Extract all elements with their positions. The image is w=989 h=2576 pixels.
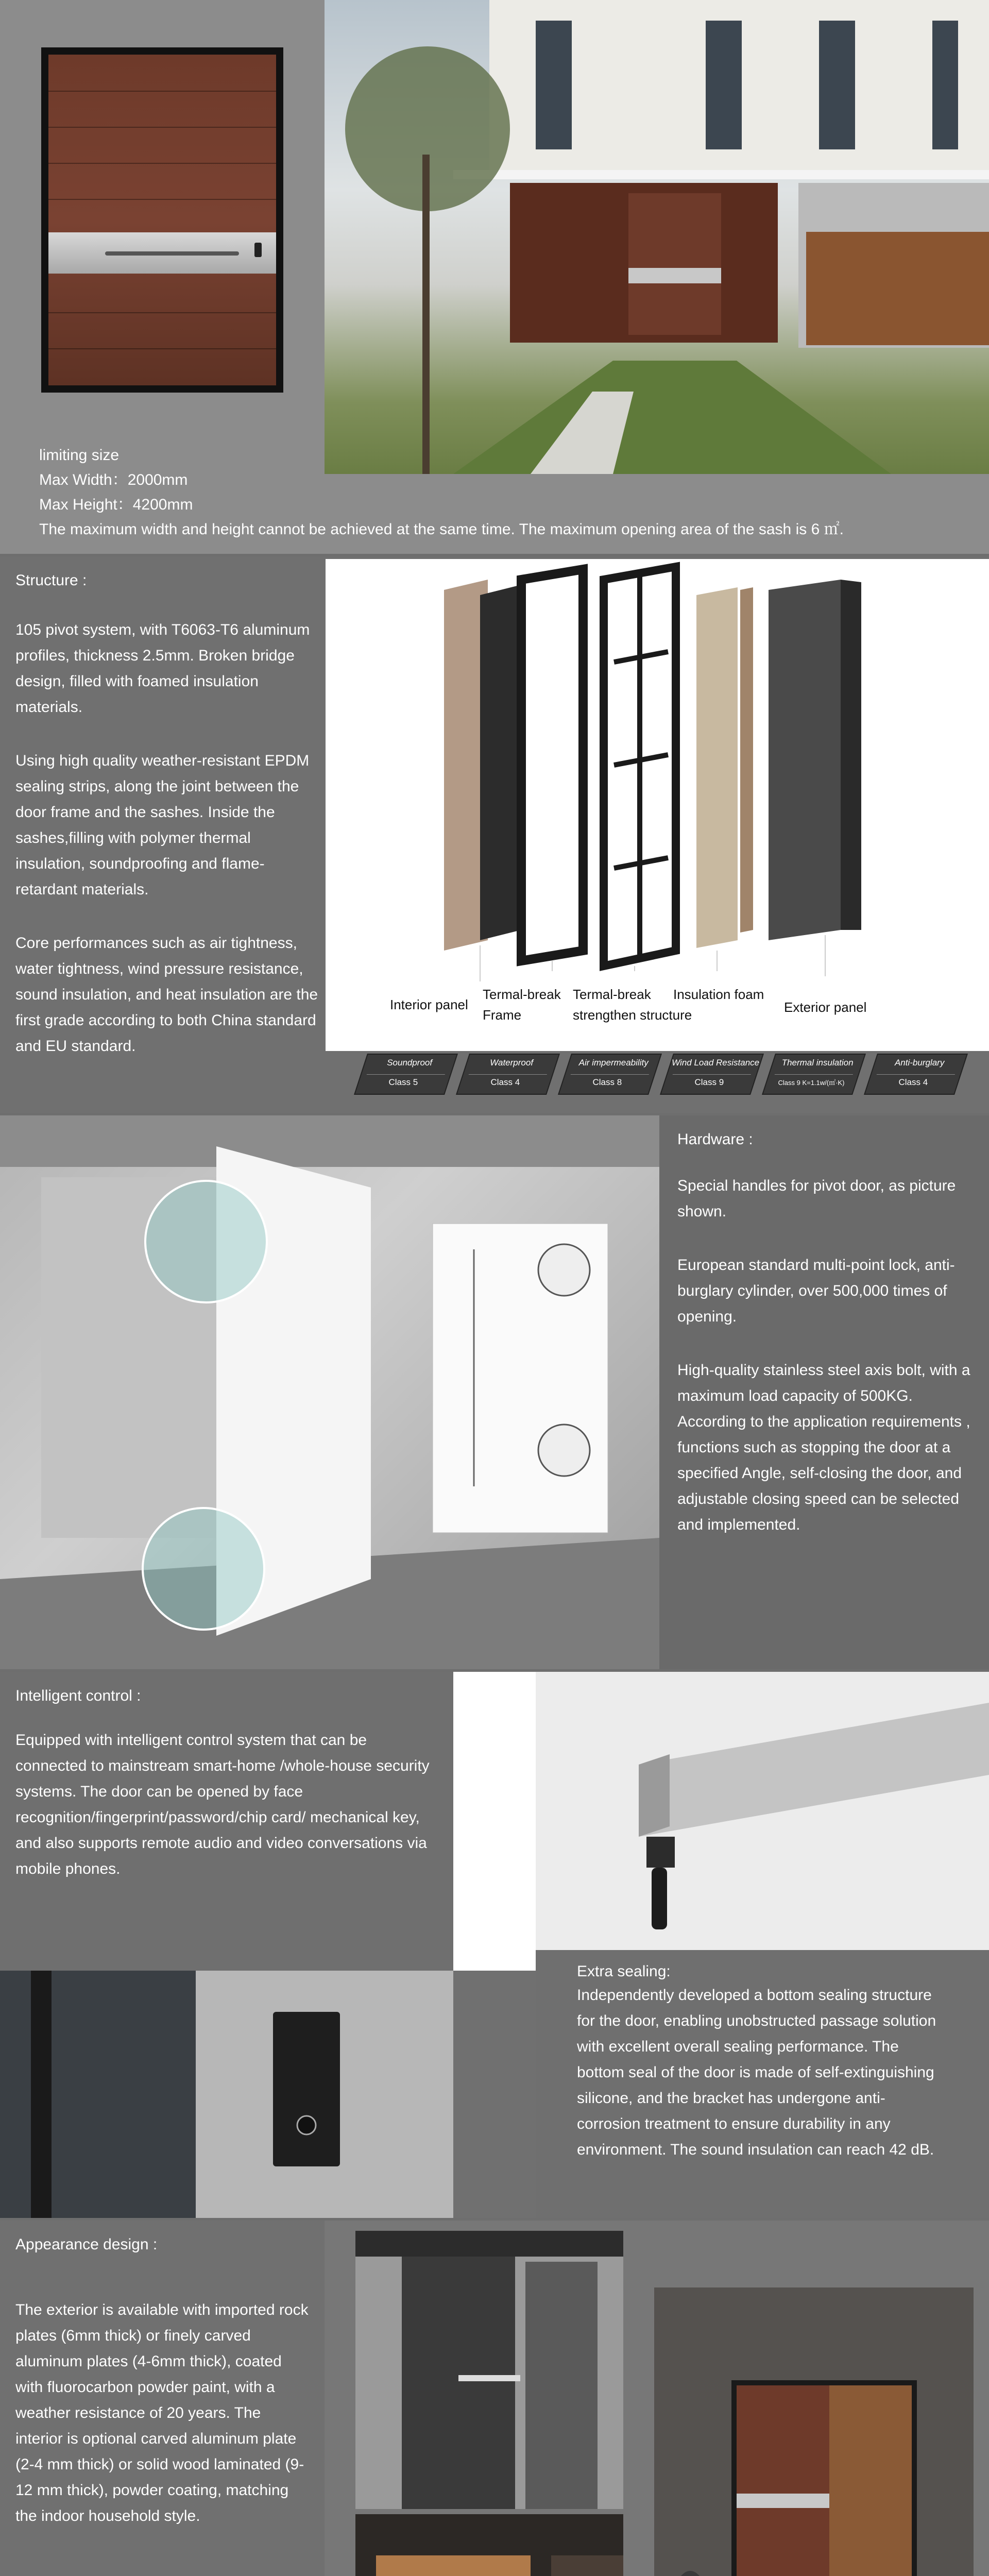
appearance-paragraph: The exterior is available with imported rock plates (6mm thick) or finely carved aluminum plates (4-6mm thick), coated with fluorocarbon powder paint, with a weather resistance of 20 years. The interior is optional carved aluminum plate (2-4 mm thick) or solid wood laminated (9-12 mm thick), powder coating, matching the indoor household style.: [15, 2301, 309, 2524]
hardware-paragraph: European standard multi-point lock, anti-burglary cylinder, over 500,000 times of opening.: [677, 1257, 955, 1325]
door-product-image: [41, 47, 283, 393]
label-frame-1: Termal-break: [483, 987, 561, 1002]
pivot-door-photo: [0, 1115, 659, 1669]
limit-text: [39, 443, 966, 542]
class-badge: Soundproof Class 5: [354, 1054, 458, 1095]
structure-paragraph: 105 pivot system, with T6063-T6 aluminum profiles, thickness 2.5mm. Broken bridge design, filled with foamed insulation materials.: [15, 621, 310, 716]
sealing-product-image: [536, 1672, 989, 1950]
sealing-paragraph: Independently developed a bottom sealing structure for the door, enabling unobstructed passage solution with excellent overall sealing performance. The bottom seal of the door is made of self-extinguishing silicone, and the bracket has undergone anti-corrosion treatment to ensure durability in any environment. The sound insulation can reach 42 dB.: [577, 1987, 936, 2158]
sealing-heading: Extra sealing:: [577, 1963, 671, 1980]
class-badge: Wind Load Resistance Class 9: [660, 1054, 764, 1095]
performance-classes: [361, 1054, 979, 1095]
white-divider: [453, 1672, 536, 1971]
class-badge: Anti-burglary Class 4: [864, 1054, 968, 1095]
label-exterior-panel: Exterior panel: [784, 999, 867, 1015]
hardware-section: [659, 1115, 989, 1669]
limit-max-width: Max Width：2000mm: [39, 471, 188, 488]
intelligent-text-panel: [0, 1672, 453, 1971]
limit-title: limiting size: [39, 447, 120, 464]
label-interior-panel: Interior panel: [390, 997, 468, 1012]
interior-door-photo: [355, 2514, 623, 2576]
structure-paragraph: Core performances such as air tightness, water tightness, wind pressure resistance, sound insulation, and heat insulation are the first grade according to both China standard and EU standard.: [15, 935, 318, 1055]
label-strengthen-1: Termal-break: [573, 987, 651, 1002]
hardware-paragraph: High-quality stainless steel axis bolt, with a maximum load capacity of 500KG. According to the application requirements , functions such as stopping the door at a specified Angle, self-closing the door, and adjustable closing speed can be selected and implemented.: [677, 1362, 970, 1533]
sealing-section: [536, 1950, 989, 2218]
intelligent-paragraph: Equipped with intelligent control system that can be connected to mainstream smart-home /whole-house security systems. The door can be opened by face recognition/fingerprint/password/chip card/ mechanical key, and also supports remote audio and video conversations via mobile phones.: [15, 1732, 430, 1877]
limit-max-height: Max Height：4200mm: [39, 496, 193, 513]
hardware-paragraph: Special handles for pivot door, as picture shown.: [677, 1177, 956, 1220]
class-badge: Air impermeability Class 8: [558, 1054, 662, 1095]
label-frame-2: Frame: [483, 1007, 522, 1023]
intelligent-heading: Intelligent control :: [15, 1687, 141, 1704]
label-strengthen-2: strengthen structure: [573, 1007, 692, 1023]
label-insulation-foam: Insulation foam: [673, 987, 764, 1002]
class-badge: Waterproof Class 4: [456, 1054, 560, 1095]
structure-text: [15, 572, 319, 1087]
exterior-door-photo: [355, 2231, 623, 2509]
entrance-door-photo: [654, 2287, 974, 2576]
exploded-structure-diagram: [326, 559, 989, 1051]
house-photo: [325, 0, 989, 474]
structure-paragraph: Using high quality weather-resistant EPDM sealing strips, along the joint between the door frame and the sashes. Inside the sashes,filling with polymer thermal insulation, soundproofing and flame-retardant materials.: [15, 752, 310, 898]
limit-note: The maximum width and height cannot be achieved at the same time. The maximum opening area of the sash is 6 ㎡.: [39, 521, 844, 538]
structure-heading: Structure :: [15, 572, 87, 589]
hardware-heading: Hardware :: [677, 1131, 753, 1148]
appearance-text-panel: [0, 2221, 325, 2576]
class-badge: Thermal insulation Class 9 K=1.1w/(㎡·K): [762, 1054, 866, 1095]
intercom-photo: [0, 1971, 453, 2218]
appearance-heading: Appearance design :: [15, 2236, 158, 2253]
